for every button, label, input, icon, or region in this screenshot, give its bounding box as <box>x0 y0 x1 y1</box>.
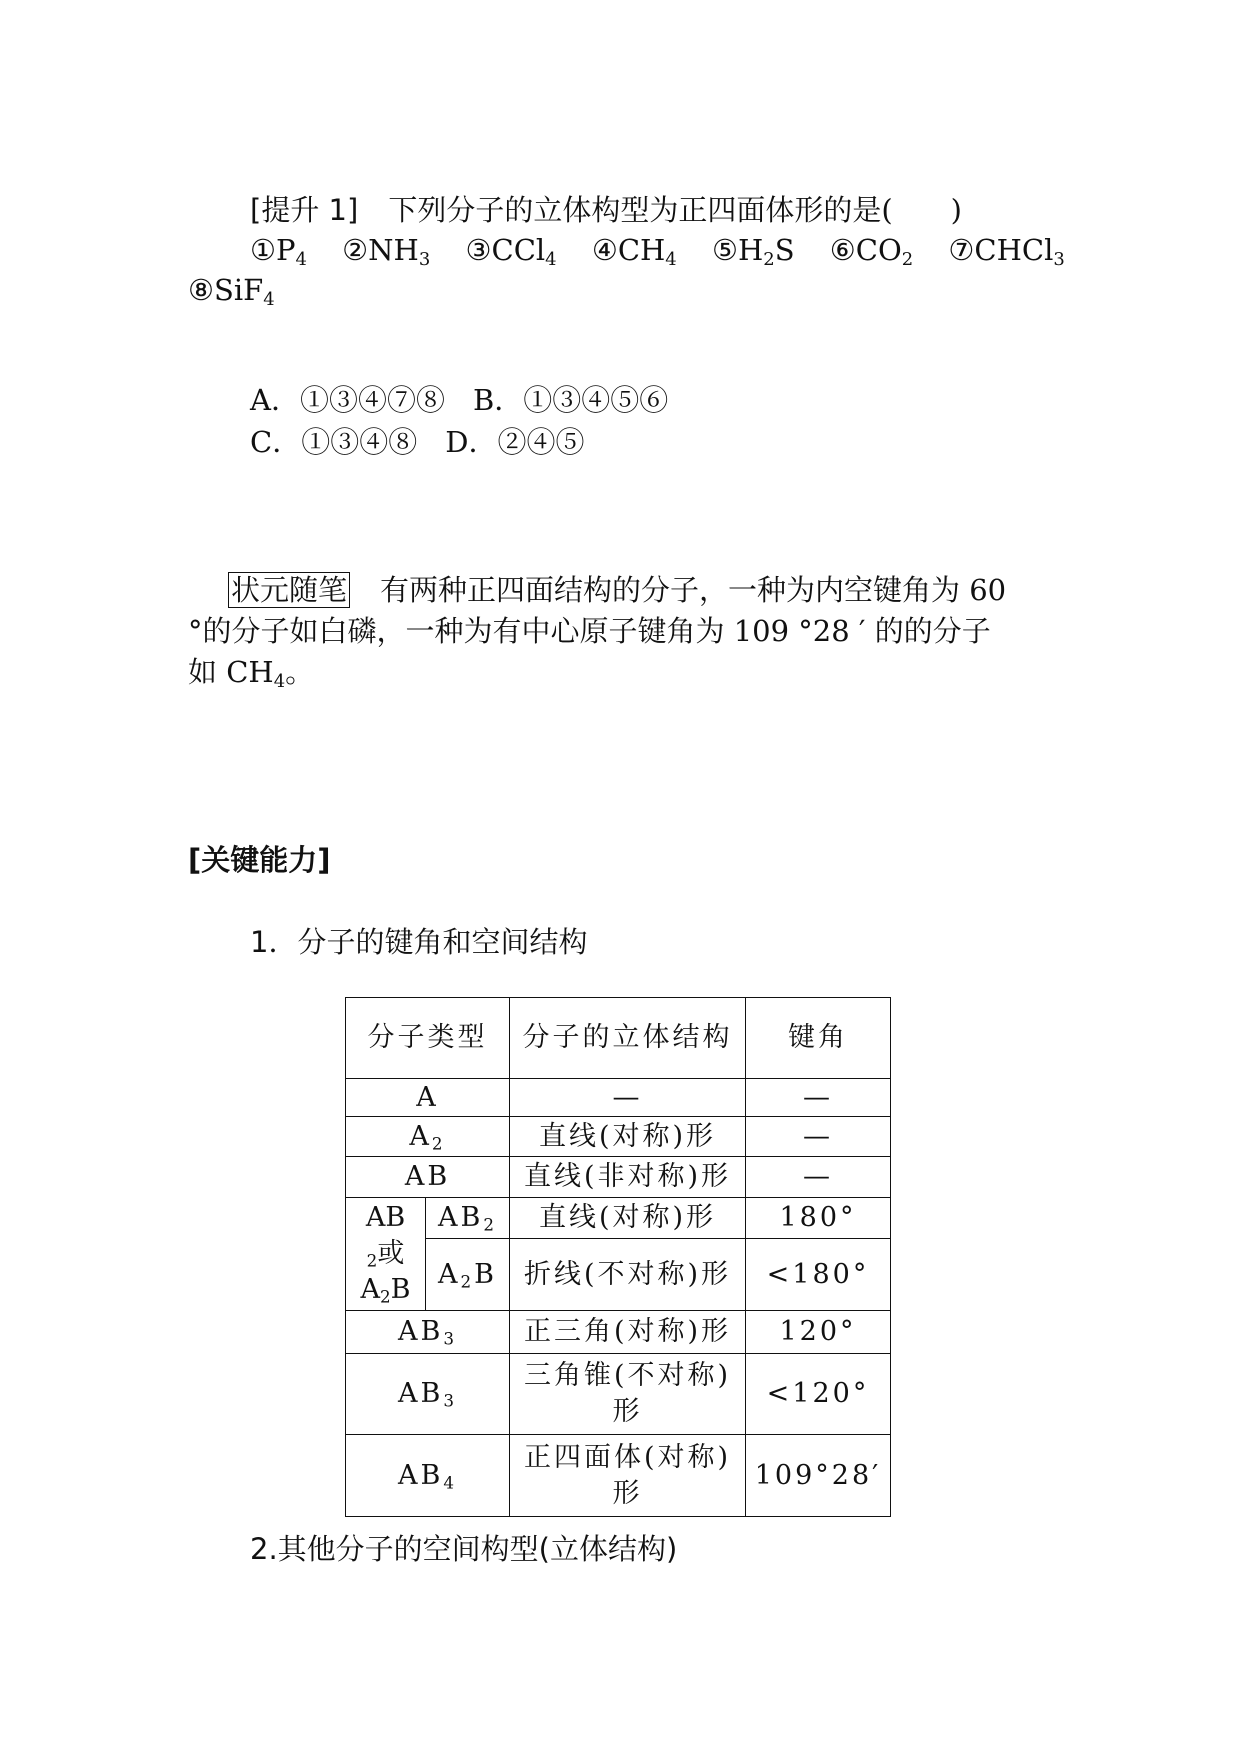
options-row-2 <box>250 422 584 462</box>
table-row: $A_2B$ 折线(不对称)形 <180° <box>346 1239 891 1311</box>
table-row: $AB_3$ 三角锥(不对称)形 <120° <box>346 1354 891 1435</box>
note-line-1: 状元随笔 有两种正四面结构的分子，一种为内空键角为 60 <box>228 570 1006 610</box>
option-b: B．①③④⑤⑥ <box>472 383 669 417</box>
header-cell: 分子类型 <box>346 998 510 1079</box>
question-stem-line <box>250 190 962 230</box>
group-cell: AB $_2$或 $A_2B$ <box>346 1198 426 1311</box>
options-row-1 <box>250 380 668 420</box>
note-line-3: 如 $CH_4$。 <box>188 655 315 693</box>
option-a: A．①③④⑦⑧ <box>250 383 445 417</box>
table-row: $AB_4$ 正四面体(对称)形 109°28′ <box>346 1435 891 1517</box>
compound-item: $⑤H_2S$ <box>711 233 795 271</box>
header-cell: 分子的立体结构 <box>510 998 746 1079</box>
compound-item: ⑦CHCl$_3$ <box>948 233 1065 271</box>
table-row: A — — <box>346 1079 891 1117</box>
compound-item: ⑧SiF$_4$ <box>188 273 275 311</box>
header-cell: 键角 <box>746 998 891 1079</box>
table-row: $A_2$ 直线(对称)形 — <box>346 1117 891 1157</box>
compound-item: $④CH_4$ <box>591 233 677 271</box>
subsection-heading-2: 2.其他分子的空间构型(立体结构) <box>250 1532 678 1566</box>
bond-angle-table <box>345 997 891 1517</box>
compound-item: $②NH_3$ <box>342 233 431 271</box>
compound-item: $①P_4$ <box>250 233 307 271</box>
question-tag: [提升 1] <box>250 193 359 227</box>
table-row: AB 直线(非对称)形 — <box>346 1157 891 1198</box>
table-row: AB $_2$或 $A_2B$ $AB_2$ 直线(对称)形 180° <box>346 1198 891 1239</box>
section-heading: [关键能力] <box>188 843 331 877</box>
question-stem: 下列分子的立体构型为正四面体形的是( ) <box>388 193 962 227</box>
table-header-row <box>346 998 891 1079</box>
compound-list <box>250 230 1065 270</box>
note-line-2: °的分子如白磷，一种为有中心原子键角为 109 °28 ′ 的的分子 <box>188 614 991 648</box>
option-c: C．①③④⑧ <box>250 425 418 459</box>
subsection-heading-1: 1．分子的键角和空间结构 <box>250 925 588 959</box>
compound-item: ③CCl$_4$ <box>465 233 557 271</box>
table-row: $AB_3$ 正三角(对称)形 120° <box>346 1311 891 1354</box>
compound-item: $⑥CO_2$ <box>829 233 914 271</box>
note-label: 状元随笔 <box>228 572 350 608</box>
option-d: D．②④⑤ <box>445 425 585 459</box>
